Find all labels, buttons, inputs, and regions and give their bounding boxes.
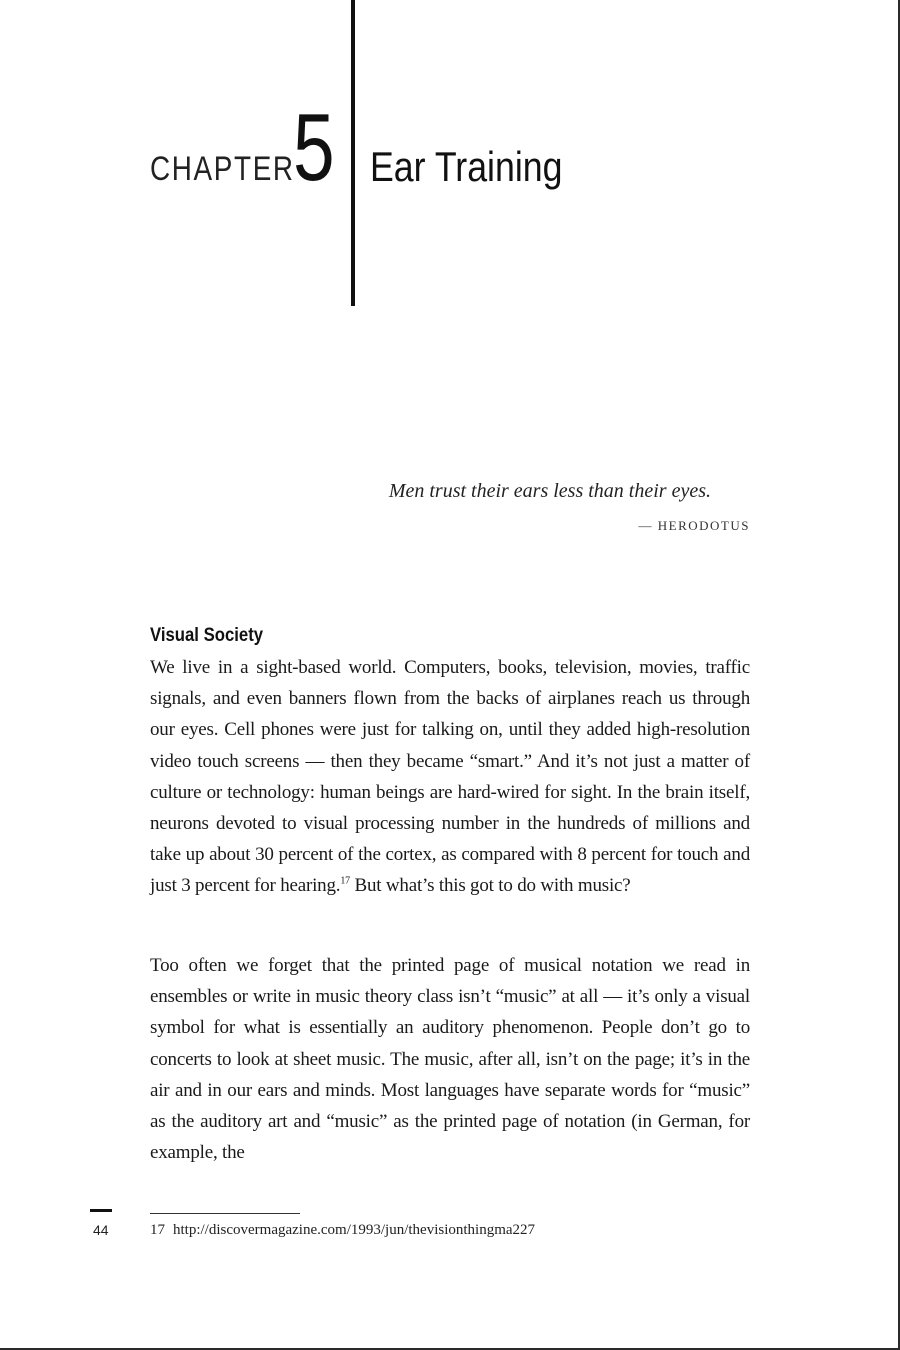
section-heading: Visual Society xyxy=(150,625,264,646)
chapter-number: 5 xyxy=(293,94,335,201)
paragraph-text: We live in a sight-based world. Computers, books, television, movies, traffic signals, and even banners flown from the backs of airplanes reach us through our eyes. Cell phones were just for talking on, until they added high-resolution video touch screens — then they became “smart.” And it’s not just a matter of culture or technology: human beings are hard-wired for sight. In the brain itself, neurons devoted to visual processing number in the hundreds of millions and take up about 30 percent of the cortex, as compared with 8 percent for touch and just 3 percent for hearing. xyxy=(150,657,750,897)
page-number-mark xyxy=(90,1209,112,1212)
paragraph-text-tail: But what’s this got to do with music? xyxy=(349,875,631,897)
body-paragraph-1 xyxy=(150,652,750,902)
body-paragraph-2: Too often we forget that the printed page of musical notation we read in ensembles or write in music theory class isn’t “music” at all — it’s only a visual symbol for what is essentially an auditory phenomenon. People don’t go to concerts to look at sheet music. The music, after all, isn’t on the page; it’s in the air and in our ears and minds. Most languages have separate words for “music” as the auditory art and “music” as the printed page of notation (in German, for example, the xyxy=(150,955,750,1164)
chapter-divider-rule xyxy=(351,0,355,306)
footnote-reference[interactable]: 17 xyxy=(340,876,350,888)
epigraph-quote: Men trust their ears less than their eyes. xyxy=(388,480,711,502)
footnote-link[interactable]: http://discovermagazine.com/1993/jun/thevisionthingma227 xyxy=(173,1222,536,1238)
epigraph-attribution: — HERODOTUS xyxy=(638,518,750,533)
chapter-label: CHAPTER xyxy=(150,150,295,188)
chapter-title: Ear Training xyxy=(370,143,563,190)
footnote xyxy=(150,1222,535,1239)
page-number: 44 xyxy=(93,1222,109,1238)
footnote-number: 17 xyxy=(150,1222,165,1238)
footnote-divider xyxy=(150,1213,300,1214)
